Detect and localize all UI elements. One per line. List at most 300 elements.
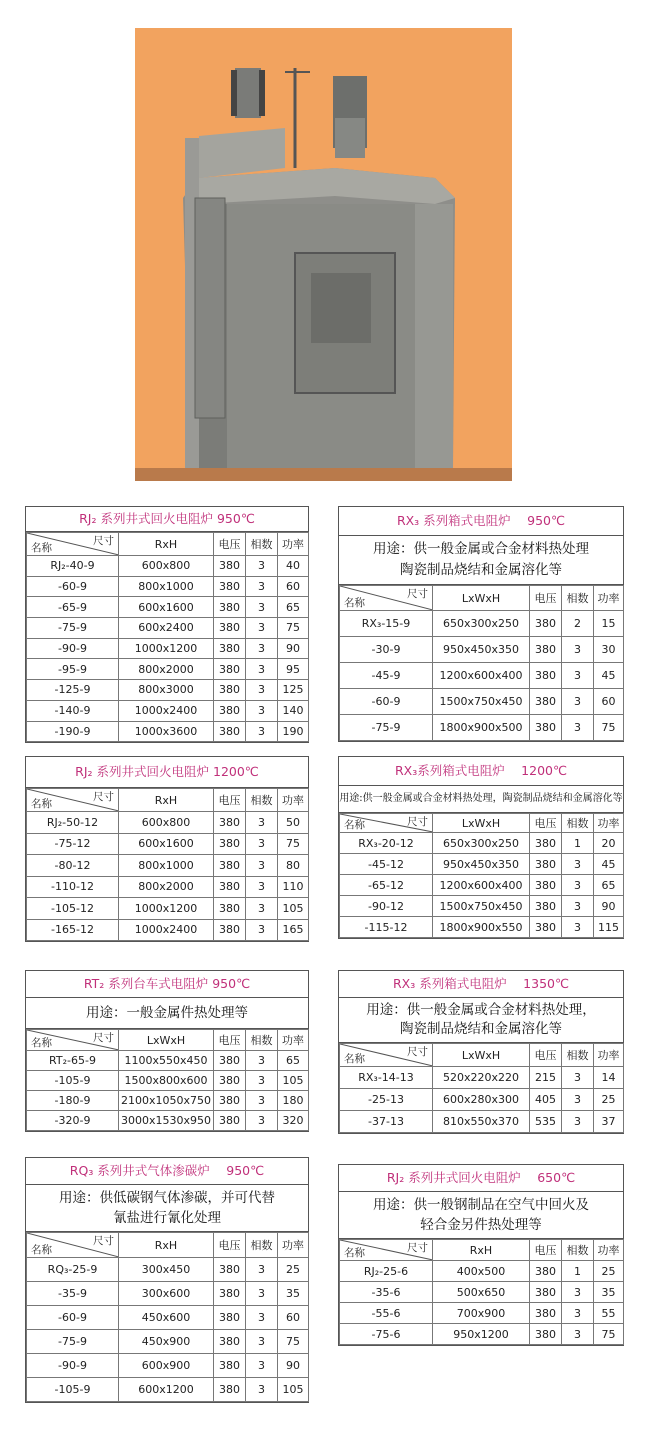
corner-header bbox=[27, 789, 119, 812]
model-cell: -140-9 bbox=[27, 700, 119, 721]
table-title: RJ₂ 系列井式回火电阻炉 650℃ bbox=[339, 1165, 623, 1192]
dims-cell: 600x2400 bbox=[119, 618, 214, 639]
phases-cell: 3 bbox=[562, 854, 594, 875]
usage-line: 氰盐进行氰化处理 bbox=[113, 1210, 221, 1226]
table-row bbox=[27, 700, 309, 721]
model-cell: RT₂-65-9 bbox=[27, 1051, 119, 1071]
size-label: 尺寸 bbox=[93, 1235, 114, 1247]
voltage-header: 电压 bbox=[214, 789, 246, 812]
table-row bbox=[27, 812, 309, 834]
voltage-cell: 380 bbox=[214, 855, 246, 877]
usage-line: 用途：供一般金属或合金材料热处理， bbox=[366, 1002, 596, 1018]
usage-line: 用途：供一般钢制品在空气中回火及 bbox=[373, 1197, 589, 1213]
power-cell: 25 bbox=[594, 1261, 624, 1282]
table-row bbox=[340, 875, 624, 896]
voltage-cell: 380 bbox=[530, 875, 562, 896]
power-header: 功率 bbox=[278, 1030, 309, 1051]
voltage-cell: 380 bbox=[214, 576, 246, 597]
voltage-cell: 380 bbox=[530, 1303, 562, 1324]
name-label: 名称 bbox=[31, 1244, 52, 1256]
power-cell: 35 bbox=[594, 1282, 624, 1303]
model-cell: -65-9 bbox=[27, 597, 119, 618]
header-row bbox=[340, 586, 624, 611]
power-header: 功率 bbox=[278, 1233, 309, 1258]
dims-cell: 800x2000 bbox=[119, 876, 214, 898]
table-title: RJ₂ 系列井式回火电阻炉 950℃ bbox=[26, 507, 308, 532]
power-cell: 90 bbox=[278, 1354, 309, 1378]
power-cell: 45 bbox=[594, 854, 624, 875]
table-title: RT₂ 系列台车式电阻炉 950℃ bbox=[26, 971, 308, 998]
phases-cell: 3 bbox=[562, 875, 594, 896]
table-row bbox=[340, 611, 624, 637]
voltage-cell: 380 bbox=[214, 1091, 246, 1111]
model-cell: -90-9 bbox=[27, 1354, 119, 1378]
table-row bbox=[340, 689, 624, 715]
dims-header: LxWxH bbox=[433, 586, 530, 611]
voltage-header: 电压 bbox=[530, 586, 562, 611]
model-cell: -80-12 bbox=[27, 855, 119, 877]
voltage-cell: 380 bbox=[214, 919, 246, 941]
phases-cell: 3 bbox=[246, 855, 278, 877]
spec-table-6 bbox=[338, 970, 624, 1134]
voltage-cell: 380 bbox=[214, 1282, 246, 1306]
phases-cell: 3 bbox=[246, 1306, 278, 1330]
model-cell: -105-12 bbox=[27, 898, 119, 920]
power-cell: 125 bbox=[278, 680, 309, 701]
voltage-cell: 380 bbox=[214, 597, 246, 618]
power-cell: 40 bbox=[278, 556, 309, 577]
model-cell: RJ₂-25-6 bbox=[340, 1261, 433, 1282]
name-label: 名称 bbox=[344, 1247, 365, 1259]
table-row bbox=[27, 597, 309, 618]
table-row bbox=[27, 556, 309, 577]
voltage-cell: 380 bbox=[530, 689, 562, 715]
model-cell: -90-9 bbox=[27, 638, 119, 659]
spec-table-3 bbox=[25, 756, 309, 942]
usage-line: 陶瓷制品烧结和金属溶化等 bbox=[400, 1021, 562, 1037]
model-cell: -55-6 bbox=[340, 1303, 433, 1324]
phases-cell: 3 bbox=[562, 1282, 594, 1303]
corner-header bbox=[340, 586, 433, 611]
table-row bbox=[27, 833, 309, 855]
table-title: RQ₃ 系列井式气体渗碳炉 950℃ bbox=[26, 1158, 308, 1185]
name-label: 名称 bbox=[344, 597, 365, 609]
size-label: 尺寸 bbox=[407, 816, 428, 828]
dims-cell: 650x300x250 bbox=[433, 833, 530, 854]
voltage-cell: 380 bbox=[530, 833, 562, 854]
table-row bbox=[340, 715, 624, 741]
model-cell: -75-12 bbox=[27, 833, 119, 855]
phases-cell: 3 bbox=[562, 1111, 594, 1133]
power-cell: 75 bbox=[278, 833, 309, 855]
voltage-cell: 380 bbox=[214, 1258, 246, 1282]
phases-cell: 3 bbox=[246, 556, 278, 577]
dims-cell: 1000x2400 bbox=[119, 700, 214, 721]
usage-line: 用途:供一般金属或合金材料热处理，陶瓷制品烧结和金属溶化等 bbox=[339, 793, 623, 804]
model-cell: RJ₂-50-12 bbox=[27, 812, 119, 834]
phases-cell: 1 bbox=[562, 1261, 594, 1282]
voltage-cell: 380 bbox=[214, 1051, 246, 1071]
phases-cell: 3 bbox=[246, 919, 278, 941]
dims-cell: 950x450x350 bbox=[433, 637, 530, 663]
dims-cell: 1000x2400 bbox=[119, 919, 214, 941]
power-cell: 90 bbox=[278, 638, 309, 659]
spec-grid bbox=[339, 1239, 624, 1345]
model-cell: -320-9 bbox=[27, 1111, 119, 1131]
dims-cell: 800x1000 bbox=[119, 855, 214, 877]
phases-cell: 3 bbox=[562, 1303, 594, 1324]
spec-grid bbox=[339, 585, 624, 741]
dims-cell: 1800x900x550 bbox=[433, 917, 530, 938]
table-row bbox=[340, 917, 624, 938]
power-cell: 165 bbox=[278, 919, 309, 941]
header-row bbox=[27, 533, 309, 556]
voltage-cell: 380 bbox=[530, 663, 562, 689]
power-header: 功率 bbox=[278, 533, 309, 556]
phases-header: 相数 bbox=[562, 1044, 594, 1067]
dims-cell: 600x1600 bbox=[119, 833, 214, 855]
power-cell: 75 bbox=[594, 1324, 624, 1345]
model-cell: -75-6 bbox=[340, 1324, 433, 1345]
model-cell: -35-6 bbox=[340, 1282, 433, 1303]
table-row bbox=[340, 637, 624, 663]
phases-header: 相数 bbox=[562, 586, 594, 611]
dims-cell: 1800x900x500 bbox=[433, 715, 530, 741]
voltage-cell: 380 bbox=[530, 611, 562, 637]
table-row bbox=[27, 1378, 309, 1402]
model-cell: -105-9 bbox=[27, 1071, 119, 1091]
table-row bbox=[27, 618, 309, 639]
voltage-cell: 535 bbox=[530, 1111, 562, 1133]
model-cell: -75-9 bbox=[27, 618, 119, 639]
header-row bbox=[27, 789, 309, 812]
table-row bbox=[340, 896, 624, 917]
power-cell: 65 bbox=[594, 875, 624, 896]
power-cell: 55 bbox=[594, 1303, 624, 1324]
table-row bbox=[27, 1282, 309, 1306]
power-cell: 60 bbox=[278, 576, 309, 597]
table-row bbox=[27, 876, 309, 898]
dims-cell: 1000x1200 bbox=[119, 638, 214, 659]
furnace-photo bbox=[135, 28, 512, 481]
power-cell: 37 bbox=[594, 1111, 624, 1133]
dims-header: RxH bbox=[119, 1233, 214, 1258]
corner-header bbox=[340, 1240, 433, 1261]
power-cell: 45 bbox=[594, 663, 624, 689]
spec-grid bbox=[26, 1029, 309, 1131]
phases-cell: 3 bbox=[246, 1071, 278, 1091]
voltage-cell: 380 bbox=[530, 715, 562, 741]
phases-cell: 3 bbox=[562, 917, 594, 938]
table-row bbox=[340, 1261, 624, 1282]
power-cell: 320 bbox=[278, 1111, 309, 1131]
voltage-cell: 380 bbox=[214, 556, 246, 577]
power-cell: 75 bbox=[594, 715, 624, 741]
voltage-cell: 380 bbox=[214, 898, 246, 920]
power-cell: 90 bbox=[594, 896, 624, 917]
dims-cell: 950x450x350 bbox=[433, 854, 530, 875]
dims-cell: 1500x800x600 bbox=[119, 1071, 214, 1091]
table-row bbox=[27, 1051, 309, 1071]
phases-cell: 3 bbox=[246, 638, 278, 659]
phases-cell: 2 bbox=[562, 611, 594, 637]
table-row bbox=[340, 1282, 624, 1303]
voltage-cell: 380 bbox=[214, 1306, 246, 1330]
name-label: 名称 bbox=[344, 819, 365, 831]
phases-cell: 3 bbox=[246, 1111, 278, 1131]
power-cell: 65 bbox=[278, 1051, 309, 1071]
phases-cell: 3 bbox=[246, 721, 278, 742]
table-title: RX₃系列箱式电阻炉 1200℃ bbox=[339, 757, 623, 786]
usage-line: 用途：供一般金属或合金材料热处理 bbox=[373, 541, 589, 557]
voltage-cell: 380 bbox=[214, 618, 246, 639]
power-cell: 25 bbox=[594, 1089, 624, 1111]
dims-cell: 800x2000 bbox=[119, 659, 214, 680]
table-row bbox=[27, 721, 309, 742]
model-cell: -190-9 bbox=[27, 721, 119, 742]
model-cell: -45-9 bbox=[340, 663, 433, 689]
phases-cell: 3 bbox=[246, 833, 278, 855]
voltage-cell: 380 bbox=[530, 1261, 562, 1282]
table-row bbox=[340, 1111, 624, 1133]
voltage-cell: 380 bbox=[530, 896, 562, 917]
size-label: 尺寸 bbox=[93, 535, 114, 547]
phases-cell: 3 bbox=[246, 1051, 278, 1071]
model-cell: -45-12 bbox=[340, 854, 433, 875]
dims-header: RxH bbox=[433, 1240, 530, 1261]
power-header: 功率 bbox=[594, 814, 624, 833]
dims-cell: 600x1200 bbox=[119, 1378, 214, 1402]
table-row bbox=[27, 576, 309, 597]
voltage-cell: 380 bbox=[214, 1330, 246, 1354]
phases-cell: 3 bbox=[246, 898, 278, 920]
usage-line: 轻合金另件热处理等 bbox=[420, 1217, 542, 1233]
power-cell: 20 bbox=[594, 833, 624, 854]
table-row bbox=[27, 659, 309, 680]
phases-cell: 3 bbox=[246, 576, 278, 597]
power-cell: 140 bbox=[278, 700, 309, 721]
table-usage bbox=[26, 998, 308, 1029]
dims-header: RxH bbox=[119, 789, 214, 812]
phases-cell: 3 bbox=[246, 680, 278, 701]
power-cell: 60 bbox=[594, 689, 624, 715]
corner-header bbox=[340, 814, 433, 833]
name-label: 名称 bbox=[31, 798, 52, 810]
phases-cell: 3 bbox=[562, 689, 594, 715]
power-cell: 30 bbox=[594, 637, 624, 663]
voltage-cell: 380 bbox=[530, 917, 562, 938]
voltage-header: 电压 bbox=[214, 533, 246, 556]
voltage-header: 电压 bbox=[214, 1233, 246, 1258]
model-cell: -110-12 bbox=[27, 876, 119, 898]
header-row bbox=[340, 814, 624, 833]
voltage-cell: 380 bbox=[214, 700, 246, 721]
power-cell: 60 bbox=[278, 1306, 309, 1330]
power-cell: 35 bbox=[278, 1282, 309, 1306]
model-cell: -165-12 bbox=[27, 919, 119, 941]
table-usage bbox=[339, 536, 623, 585]
dims-cell: 300x450 bbox=[119, 1258, 214, 1282]
dims-cell: 700x900 bbox=[433, 1303, 530, 1324]
dims-cell: 1000x1200 bbox=[119, 898, 214, 920]
phases-cell: 3 bbox=[246, 876, 278, 898]
corner-header bbox=[27, 1030, 119, 1051]
dims-header: RxH bbox=[119, 533, 214, 556]
power-header: 功率 bbox=[594, 586, 624, 611]
voltage-cell: 380 bbox=[214, 680, 246, 701]
voltage-cell: 380 bbox=[214, 1354, 246, 1378]
size-label: 尺寸 bbox=[407, 1242, 428, 1254]
power-cell: 14 bbox=[594, 1067, 624, 1089]
voltage-cell: 380 bbox=[530, 854, 562, 875]
phases-cell: 3 bbox=[562, 1324, 594, 1345]
model-cell: -180-9 bbox=[27, 1091, 119, 1111]
dims-cell: 950x1200 bbox=[433, 1324, 530, 1345]
spec-table-4 bbox=[338, 756, 624, 939]
dims-header: LxWxH bbox=[433, 1044, 530, 1067]
table-row bbox=[340, 1324, 624, 1345]
size-label: 尺寸 bbox=[93, 1032, 114, 1044]
voltage-cell: 380 bbox=[214, 812, 246, 834]
dims-cell: 450x600 bbox=[119, 1306, 214, 1330]
power-header: 功率 bbox=[594, 1044, 624, 1067]
usage-line: 陶瓷制品烧结和金属溶化等 bbox=[400, 562, 562, 578]
phases-cell: 3 bbox=[246, 1354, 278, 1378]
table-usage bbox=[339, 998, 623, 1043]
dims-cell: 1500x750x450 bbox=[433, 896, 530, 917]
model-cell: -125-9 bbox=[27, 680, 119, 701]
voltage-cell: 380 bbox=[214, 721, 246, 742]
voltage-cell: 380 bbox=[214, 638, 246, 659]
spec-table-7 bbox=[25, 1157, 309, 1403]
dims-cell: 600x1600 bbox=[119, 597, 214, 618]
phases-cell: 3 bbox=[246, 700, 278, 721]
voltage-cell: 380 bbox=[530, 637, 562, 663]
dims-cell: 600x800 bbox=[119, 556, 214, 577]
phases-cell: 3 bbox=[246, 618, 278, 639]
phases-cell: 3 bbox=[246, 812, 278, 834]
model-cell: -35-9 bbox=[27, 1282, 119, 1306]
voltage-header: 电压 bbox=[530, 1044, 562, 1067]
model-cell: -60-9 bbox=[340, 689, 433, 715]
voltage-cell: 380 bbox=[214, 659, 246, 680]
power-header: 功率 bbox=[278, 789, 309, 812]
dims-cell: 600x280x300 bbox=[433, 1089, 530, 1111]
corner-header bbox=[27, 533, 119, 556]
phases-cell: 3 bbox=[246, 659, 278, 680]
power-cell: 190 bbox=[278, 721, 309, 742]
table-row bbox=[27, 1111, 309, 1131]
power-cell: 105 bbox=[278, 898, 309, 920]
model-cell: -75-9 bbox=[340, 715, 433, 741]
table-row bbox=[27, 1258, 309, 1282]
dims-cell: 300x600 bbox=[119, 1282, 214, 1306]
model-cell: RQ₃-25-9 bbox=[27, 1258, 119, 1282]
header-row bbox=[27, 1030, 309, 1051]
model-cell: -65-12 bbox=[340, 875, 433, 896]
phases-cell: 3 bbox=[562, 715, 594, 741]
table-row bbox=[27, 1354, 309, 1378]
voltage-cell: 405 bbox=[530, 1089, 562, 1111]
model-cell: -90-12 bbox=[340, 896, 433, 917]
spec-grid bbox=[339, 1043, 624, 1133]
header-row bbox=[340, 1240, 624, 1261]
table-row bbox=[340, 1067, 624, 1089]
dims-cell: 3000x1530x950 bbox=[119, 1111, 214, 1131]
dims-cell: 650x300x250 bbox=[433, 611, 530, 637]
spec-grid bbox=[26, 1232, 309, 1402]
spec-table-2 bbox=[338, 506, 624, 742]
spec-grid bbox=[339, 813, 624, 938]
dims-cell: 1100x550x450 bbox=[119, 1051, 214, 1071]
table-row bbox=[340, 833, 624, 854]
phases-cell: 3 bbox=[246, 597, 278, 618]
dims-cell: 520x220x220 bbox=[433, 1067, 530, 1089]
name-label: 名称 bbox=[344, 1053, 365, 1065]
voltage-cell: 380 bbox=[530, 1324, 562, 1345]
usage-line: 用途：一般金属件热处理等 bbox=[86, 1005, 248, 1021]
table-row bbox=[27, 1330, 309, 1354]
phases-header: 相数 bbox=[246, 1030, 278, 1051]
name-label: 名称 bbox=[31, 542, 52, 554]
table-row bbox=[27, 855, 309, 877]
phases-header: 相数 bbox=[246, 1233, 278, 1258]
usage-line: 用途：供低碳钢气体渗碳，并可代替 bbox=[59, 1190, 275, 1206]
table-title: RJ₂ 系列井式回火电阻炉 1200℃ bbox=[26, 757, 308, 788]
furnace-illustration bbox=[135, 28, 512, 481]
model-cell: -60-9 bbox=[27, 1306, 119, 1330]
table-usage bbox=[339, 786, 623, 813]
power-cell: 110 bbox=[278, 876, 309, 898]
model-cell: -95-9 bbox=[27, 659, 119, 680]
power-header: 功率 bbox=[594, 1240, 624, 1261]
corner-header bbox=[340, 1044, 433, 1067]
phases-header: 相数 bbox=[562, 1240, 594, 1261]
header-row bbox=[27, 1233, 309, 1258]
model-cell: -115-12 bbox=[340, 917, 433, 938]
dims-cell: 500x650 bbox=[433, 1282, 530, 1303]
table-usage bbox=[26, 1185, 308, 1232]
phases-cell: 3 bbox=[562, 663, 594, 689]
table-row bbox=[340, 1303, 624, 1324]
voltage-cell: 380 bbox=[214, 1111, 246, 1131]
power-cell: 115 bbox=[594, 917, 624, 938]
table-row bbox=[27, 898, 309, 920]
table-row bbox=[27, 1091, 309, 1111]
dims-header: LxWxH bbox=[119, 1030, 214, 1051]
voltage-cell: 380 bbox=[530, 1282, 562, 1303]
phases-cell: 3 bbox=[562, 637, 594, 663]
size-label: 尺寸 bbox=[93, 791, 114, 803]
name-label: 名称 bbox=[31, 1037, 52, 1049]
power-cell: 180 bbox=[278, 1091, 309, 1111]
table-row bbox=[340, 1089, 624, 1111]
table-title: RX₃ 系列箱式电阻炉 1350℃ bbox=[339, 971, 623, 998]
dims-cell: 600x900 bbox=[119, 1354, 214, 1378]
voltage-cell: 380 bbox=[214, 1071, 246, 1091]
dims-cell: 810x550x370 bbox=[433, 1111, 530, 1133]
phases-cell: 3 bbox=[246, 1091, 278, 1111]
phases-cell: 3 bbox=[562, 896, 594, 917]
phases-cell: 3 bbox=[246, 1378, 278, 1402]
voltage-cell: 215 bbox=[530, 1067, 562, 1089]
dims-cell: 450x900 bbox=[119, 1330, 214, 1354]
dims-cell: 800x1000 bbox=[119, 576, 214, 597]
dims-cell: 1500x750x450 bbox=[433, 689, 530, 715]
phases-cell: 3 bbox=[246, 1282, 278, 1306]
table-row bbox=[340, 663, 624, 689]
spec-grid bbox=[26, 788, 309, 941]
